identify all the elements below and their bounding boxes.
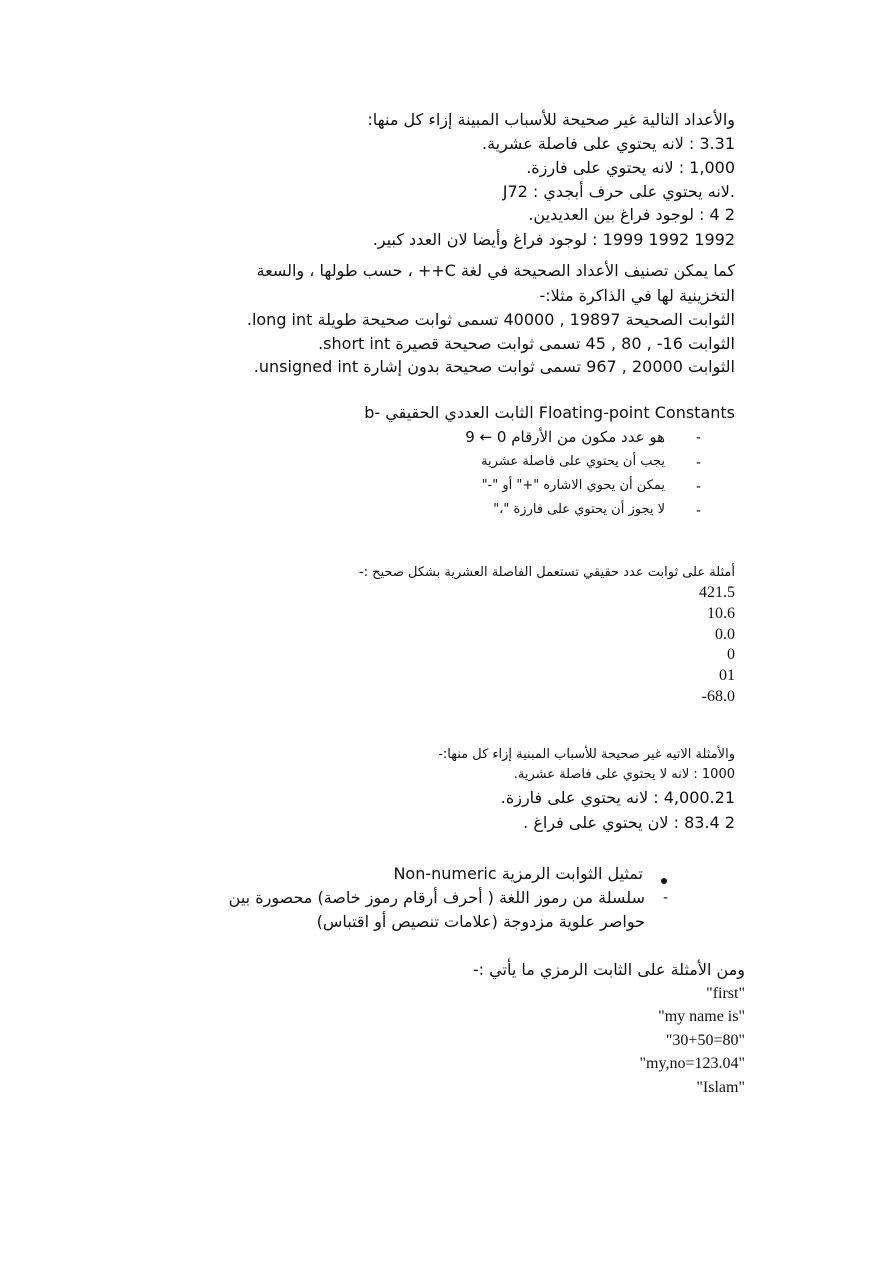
dash-marker: - — [696, 429, 701, 446]
invalid-int-item: 1,000 : لانه يحتوي على فارزة. — [526, 158, 735, 177]
float-example-value: 421.5 — [699, 584, 735, 601]
invalid-int-item: 1992 1992 1999 : لوجود فراغ وأيضا لان العدد كبير. — [372, 230, 735, 249]
dash-marker: - — [696, 502, 701, 519]
dash-marker: - — [696, 454, 701, 471]
invalid-int-item: 2 4 : لوجود فراغ بين العديدين. — [528, 205, 735, 224]
invalid-float-item: 4,000.21 : لانه يحتوي على فارزة. — [500, 788, 735, 807]
float-example-value: -68.0 — [701, 688, 735, 705]
float-bullet: يمكن أن يحوي الاشاره "+" أو "-" — [481, 478, 665, 493]
dash-marker: - — [696, 478, 701, 495]
bullet-dot-icon — [647, 872, 667, 890]
invalid-ints-heading: والأعداد التالية غير صحيحة للأسباب المبينة إزاء كل منها: — [367, 110, 735, 129]
nonnumeric-dash-line2: حواصر علوية مزدوجة (علامات تنصيص أو اقتباس) — [316, 912, 645, 931]
classification-paragraph-line1: كما يمكن تصنيف الأعداد الصحيحة في لغة C++ ، حسب طولها ، والسعة — [256, 261, 735, 280]
nonnumeric-bullet: تمثيل الثوابت الرمزية Non-numeric — [393, 864, 643, 883]
float-example-value: 0.0 — [715, 626, 735, 643]
float-bullet: يجب أن يحتوي على فاصلة عشرية — [481, 454, 665, 469]
string-example-value: "my name is" — [658, 1008, 745, 1025]
invalid-int-item: 3.31 : لانه يحتوي على فاصلة عشرية. — [481, 134, 735, 153]
float-example-value: 01 — [719, 667, 735, 684]
classification-long-int: الثوابت الصحيحة 19897 , 40000 تسمى ثوابت صحيحة طويلة long int. — [246, 310, 735, 329]
dash-marker: - — [663, 889, 668, 906]
string-example-value: "my,no=123.04" — [639, 1055, 745, 1072]
classification-paragraph-line2: التخزينية لها في الذاكرة مثلا:- — [539, 286, 735, 305]
string-examples-heading: ومن الأمثلة على الثابت الرمزي ما يأتي :- — [472, 960, 745, 979]
invalid-floats-heading: والأمثلة الاتيه غير صحيحة للأسباب المبنية إزاء كل منها:- — [438, 747, 735, 762]
invalid-float-item: 1000 : لانه لا يحتوي على فاصلة عشرية. — [513, 767, 735, 782]
invalid-int-item: J72 : لانه يحتوي على حرف أبجدي. — [502, 182, 735, 201]
invalid-float-item: 2 83.4 : لان يحتوي على فراغ . — [523, 813, 735, 832]
float-heading: b- الثابت العددي الحقيقي Floating-point Constants — [364, 403, 735, 422]
float-bullet: هو عدد مكون من الأرقام 0 ← 9 — [465, 428, 665, 446]
float-example-value: 0 — [727, 646, 735, 663]
float-bullet: لا يجوز أن يحتوي على فارزة "،" — [493, 502, 665, 517]
float-example-value: 10.6 — [707, 605, 735, 622]
classification-short-int: الثوابت 16- , 80 , 45 تسمى ثوابت صحيحة قصيرة short int. — [318, 334, 735, 353]
nonnumeric-dash-line1: سلسلة من رموز اللغة ( أحرف أرقام رموز خاصة) محصورة بين — [228, 888, 645, 907]
string-example-value: "first" — [706, 985, 745, 1002]
classification-unsigned-int: الثوابت 20000 , 967 تسمى ثوابت صحيحة بدون إشارة unsigned int. — [253, 357, 735, 376]
float-examples-heading: أمثلة على ثوابت عدد حقيقي تستعمل الفاصلة العشرية بشكل صحيح :- — [358, 565, 735, 580]
string-example-value: "Islam" — [696, 1079, 745, 1096]
string-example-value: "30+50=80" — [665, 1032, 745, 1049]
